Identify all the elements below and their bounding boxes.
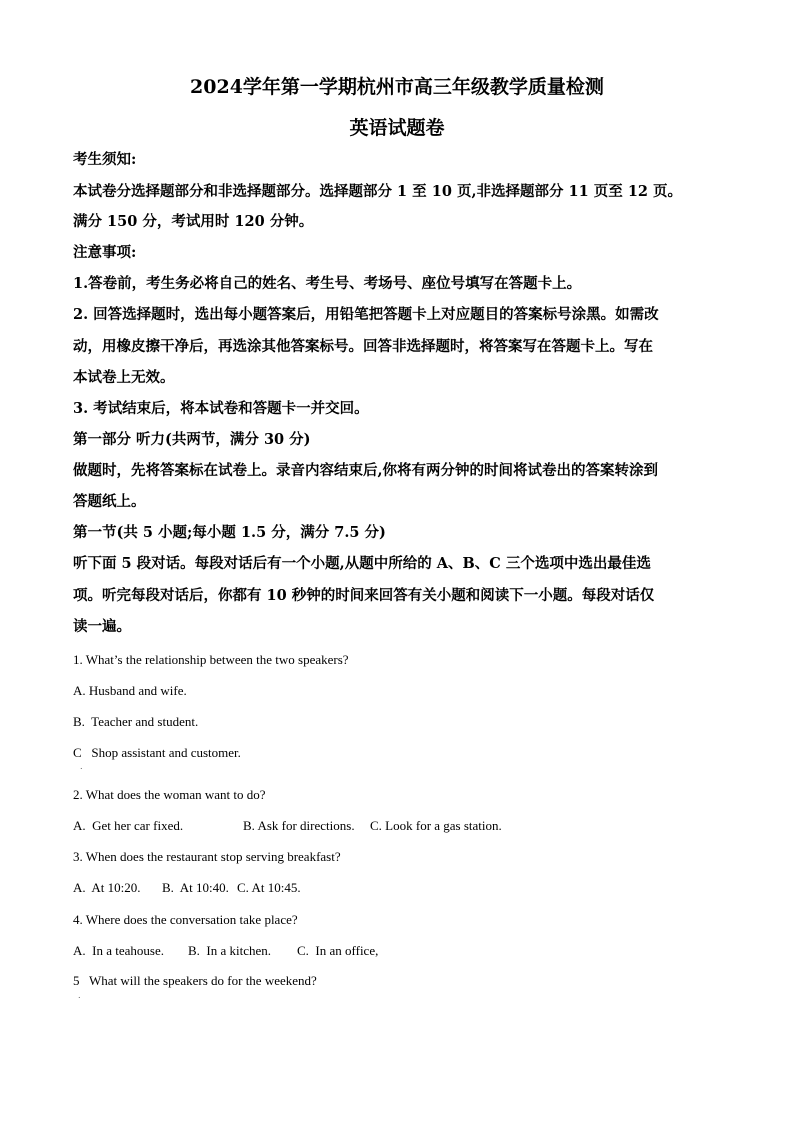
attention-item-2-line-2: 动，用橡皮擦干净后，再选涂其他答案标号。回答非选择题时，将答案写在答题卡上。写在 <box>73 338 653 355</box>
question-1-stem: 1. What’s the relationship between the two speakers? <box>73 652 349 667</box>
attention-heading: 注意事项: <box>73 244 137 261</box>
stray-dot-mark-2: . <box>78 991 81 1000</box>
question-5-stem: 5 What will the speakers do for the weekend? <box>73 973 317 988</box>
part1-intro-line-2: 答题纸上。 <box>73 493 146 510</box>
exam-title: 2024学年第一学期杭州市高三年级教学质量检测 <box>190 76 604 98</box>
question-3-option-c: C. At 10:45. <box>237 880 301 895</box>
question-3-option-b: B. At 10:40. <box>162 880 229 895</box>
notice-heading: 考生须知: <box>73 151 137 168</box>
question-1-option-a: A. Husband and wife. <box>73 683 187 698</box>
question-2-option-a: A. Get her car fixed. <box>73 818 184 833</box>
part1-heading: 第一部分 听力(共两节，满分 30 分) <box>73 431 311 448</box>
notice-line-1: 本试卷分选择题部分和非选择题部分。选择题部分 1 至 10 页,非选择题部分 11 页至 12 页。 <box>73 183 683 200</box>
question-4-option-b: B. In a kitchen. <box>188 943 272 958</box>
question-2-options <box>73 817 533 835</box>
question-3-stem: 3. When does the restaurant stop serving breakfast? <box>73 849 341 864</box>
question-2-option-c: C. Look for a gas station. <box>370 818 502 833</box>
exam-subtitle: 英语试题卷 <box>349 117 445 139</box>
section1-intro-line-1: 听下面 5 段对话。每段对话后有一个小题,从题中所给的 A、B、C 三个选项中选出最佳选 <box>73 555 651 572</box>
stray-dot-mark: . <box>80 762 83 771</box>
section1-intro-line-2: 项。听完每段对话后，你都有 10 秒钟的时间来回答有关小题和阅读下一小题。每段对话仅 <box>73 587 655 604</box>
section1-intro-line-3: 读一遍。 <box>73 618 131 635</box>
question-3-options <box>73 879 333 897</box>
attention-item-3: 3. 考试结束后，将本试卷和答题卡一并交回。 <box>73 400 369 417</box>
question-2-option-b: B. Ask for directions. <box>243 818 355 833</box>
question-4-option-a: A. In a teahouse. <box>73 943 164 958</box>
question-4-options <box>73 942 413 960</box>
question-1-option-b: B. Teacher and student. <box>73 714 199 729</box>
notice-line-2: 满分 150 分，考试用时 120 分钟。 <box>73 213 314 230</box>
attention-item-2-line-3: 本试卷上无效。 <box>73 369 175 386</box>
question-3-option-a: A. At 10:20. <box>73 880 141 895</box>
attention-item-1: 1.答卷前，考生务必将自己的姓名、考生号、考场号、座位号填写在答题卡上。 <box>73 275 582 292</box>
question-2-stem: 2. What does the woman want to do? <box>73 787 266 802</box>
question-4-stem: 4. Where does the conversation take place? <box>73 912 298 927</box>
section1-heading: 第一节(共 5 小题;每小题 1.5 分，满分 7.5 分) <box>73 524 386 541</box>
question-4-option-c: C. In an office, <box>297 943 379 958</box>
question-1-option-c: C Shop assistant and customer. <box>73 745 241 760</box>
attention-item-2-line-1: 2. 回答选择题时，选出每小题答案后，用铅笔把答题卡上对应题目的答案标号涂黑。如需改 <box>73 306 659 323</box>
part1-intro-line-1: 做题时，先将答案标在试卷上。录音内容结束后,你将有两分钟的时间将试卷出的答案转涂到 <box>73 462 659 479</box>
